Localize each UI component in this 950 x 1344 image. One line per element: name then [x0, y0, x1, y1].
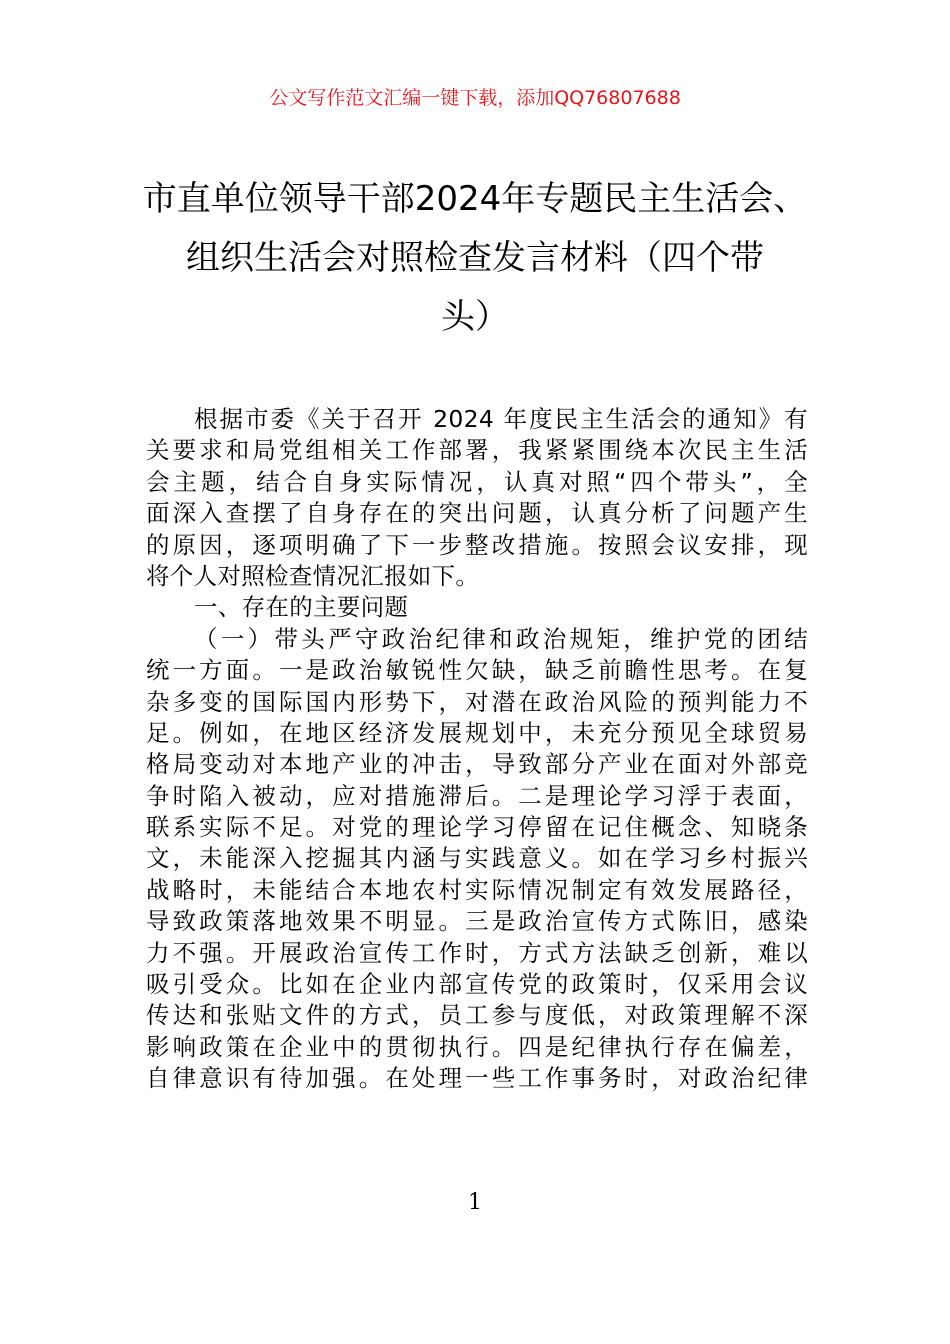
download-notice: 公文写作范文汇编一键下载，添加QQ76807688 — [269, 87, 681, 109]
title-line: 头） — [441, 297, 509, 337]
body-line: （一）带头严守政治纪律和政治规矩，维护党的团结 — [194, 624, 808, 653]
body-line: 联系实际不足。对党的理论学习停留在记住概念、知晓条 — [146, 813, 808, 842]
page-number: 1 — [468, 1190, 482, 1215]
body-line: 面深入查摆了自身存在的突出问题，认真分析了问题产生 — [146, 499, 808, 528]
body-line: 导致政策落地效果不明显。三是政治宣传方式陈旧，感染 — [146, 907, 808, 936]
document-title — [110, 170, 840, 347]
title-line: 组织生活会对照检查发言材料（四个带 — [186, 238, 764, 278]
title-line: 市直单位领导干部2024年专题民主生活会、 — [142, 179, 808, 219]
body-line: 格局变动对本地产业的冲击，导致部分产业在面对外部竞 — [146, 750, 808, 779]
body-line: 杂多变的国际国内形势下，对潜在政治风险的预判能力不 — [146, 687, 808, 716]
body-line: 影响政策在企业中的贯彻执行。四是纪律执行存在偏差， — [146, 1032, 808, 1061]
body-line: 自律意识有待加强。在处理一些工作事务时，对政治纪律 — [146, 1064, 808, 1093]
document-body — [146, 404, 808, 1095]
body-line: 关要求和局党组相关工作部署，我紧紧围绕本次民主生活 — [146, 436, 808, 465]
body-line: 统一方面。一是政治敏锐性欠缺，缺乏前瞻性思考。在复 — [146, 656, 808, 685]
body-line: 文，未能深入挖掘其内涵与实践意义。如在学习乡村振兴 — [146, 844, 808, 873]
body-line: 会主题，结合自身实际情况，认真对照“四个带头”，全 — [146, 467, 808, 496]
body-line: 足。例如，在地区经济发展规划中，未充分预见全球贸易 — [146, 718, 808, 747]
body-line: 将个人对照检查情况汇报如下。 — [146, 561, 480, 590]
body-line: 的原因，逐项明确了下一步整改措施。按照会议安排，现 — [146, 530, 808, 559]
section-heading: 一、存在的主要问题 — [194, 593, 409, 622]
body-line: 吸引受众。比如在企业内部宣传党的政策时，仅采用会议 — [146, 970, 808, 999]
body-line: 传达和张贴文件的方式，员工参与度低，对政策理解不深 — [146, 1001, 808, 1030]
body-line: 根据市委《关于召开 2024 年度民主生活会的通知》有 — [194, 405, 808, 433]
body-line: 力不强。开展政治宣传工作时，方式方法缺乏创新，难以 — [146, 938, 808, 967]
body-line: 争时陷入被动，应对措施滞后。二是理论学习浮于表面， — [146, 781, 808, 810]
body-line: 战略时，未能结合本地农村实际情况制定有效发展路径， — [146, 875, 808, 904]
